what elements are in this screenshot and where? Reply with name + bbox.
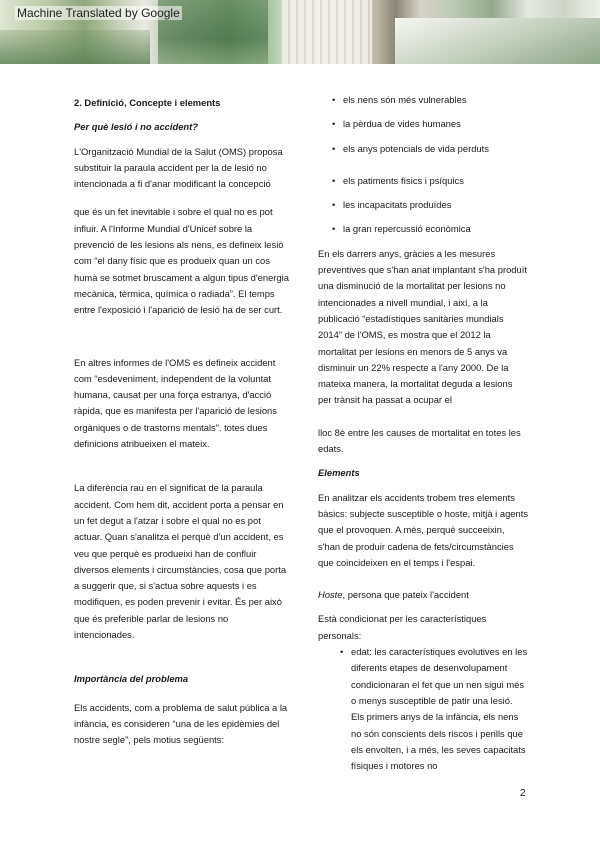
list-item: • els anys potencials de vida perduts xyxy=(332,141,528,157)
list-item-edat: • edat: les característiques evolutives en les diferents etapes de desenvolupament condicionaran el fet que un nen sigui més o menys susceptible de patir una lesió. Els primers anys de la infància, els nens no són conscients dels riscos i perills que els envolten, i a més, les seves capacitats físiques i motores no xyxy=(340,644,528,774)
paragraph-hoste xyxy=(318,587,528,603)
banner-building-facade xyxy=(282,0,372,64)
paragraph: Els accidents, com a problema de salut pública a la infància, es consideren “una de les epidèmies del nostre segle”, pels motius següents: xyxy=(74,701,288,746)
subheading-lesio: Per què lesió i no accident? xyxy=(74,121,198,133)
paragraph: lloc 8è entre les causes de mortalitat en totes les edats. xyxy=(318,426,521,455)
banner-building-roof xyxy=(395,18,600,64)
subheading-elements: Elements xyxy=(318,467,360,479)
banner-trees xyxy=(0,30,150,64)
paragraph: Està condicionat per les característiques personals: xyxy=(318,613,487,641)
right-column xyxy=(318,92,528,774)
paragraph: En els darrers anys, gràcies a les mesures preventives que s'han anat implantant s'ha produït una disminució de la mortalitat per lesions no intencionades a nivell mundial, i així, a la publicació “estadístiques sanitàries mundials 2014” de l'OMS, es mostra que el 2012 la mortalitat per lesions en menors de 5 anys va disminuir un 22% respecte a l'any 2000. De la mateixa manera, la mortalitat deguda a lesions per trànsit ha passat a ocupar el xyxy=(318,247,527,406)
paragraph: La diferència rau en el significat de la paraula accident. Com hem dit, accident porta a pensar en un fet degut a l'atzar i sobre el qual no es pot actuar. Quan s'analitza el perquè d'un accident, es veu que perquè es produeixi han de confluir diversos elements i circumstàncies, cosa que porta a suggerir que, si s'actua sobre aquests i es modifiquen, es poden prevenir i evitar. És per això que és preferible parlar de lesions no intencionades. xyxy=(74,482,287,641)
list-item: • els nens són més vulnerables xyxy=(332,92,528,108)
list-item: • les incapacitats produïdes xyxy=(332,197,528,213)
list-item: • la pèrdua de vides humanes xyxy=(332,116,528,132)
subheading-importancia: Importància del problema xyxy=(74,673,189,685)
paragraph: L'Organització Mundial de la Salut (OMS) proposa substituir la paraula accident per la de lesió no intencionada a fi d'anar modificant la concepció xyxy=(74,145,283,190)
hoste-term: Hoste xyxy=(318,589,343,601)
paragraph: En analitzar els accidents trobem tres elements bàsics: subjecte susceptible o hoste, mitjà i agents que el provoquen. A més, perquè succeeixin, s'han de produir cadena de fets/circumstàncies que coincideixen en el temps i l'espai. xyxy=(318,491,529,568)
left-column xyxy=(74,95,290,749)
list-item: • la gran repercussió econòmica xyxy=(332,221,528,237)
list-item: • els patiments físics i psíquics xyxy=(332,173,528,189)
paragraph: En altres informes de l'OMS es defineix accident com “esdeveniment, independent de la voluntat humana, causat per una força estranya, d'acció ràpida, que es manifesta per l'aparició de lesions orgàniques o de trastorns mentals”. totes dues definicions atribueixen el mateix. xyxy=(74,356,277,450)
page-number: 2 xyxy=(520,788,526,799)
paragraph: que és un fet inevitable i sobre el qual no es pot influir. A l'Informe Mundial d'Unicef sobre la prevenció de les lesions als nens, es defineix lesió com “el dany físic que es produeix quan un cos humà se sotmet bruscament a algun tipus d'energia mecànica, tèrmica, química o radiada”. El temps entre l'exposició i l'aparició de lesió ha de ser curt. xyxy=(74,206,289,316)
section-heading: 2. Definició, Concepte i elements xyxy=(74,97,221,108)
machine-translated-label: Machine Translated by Google xyxy=(17,6,180,20)
hoste-definition: , persona que pateix l'accident xyxy=(342,589,469,601)
